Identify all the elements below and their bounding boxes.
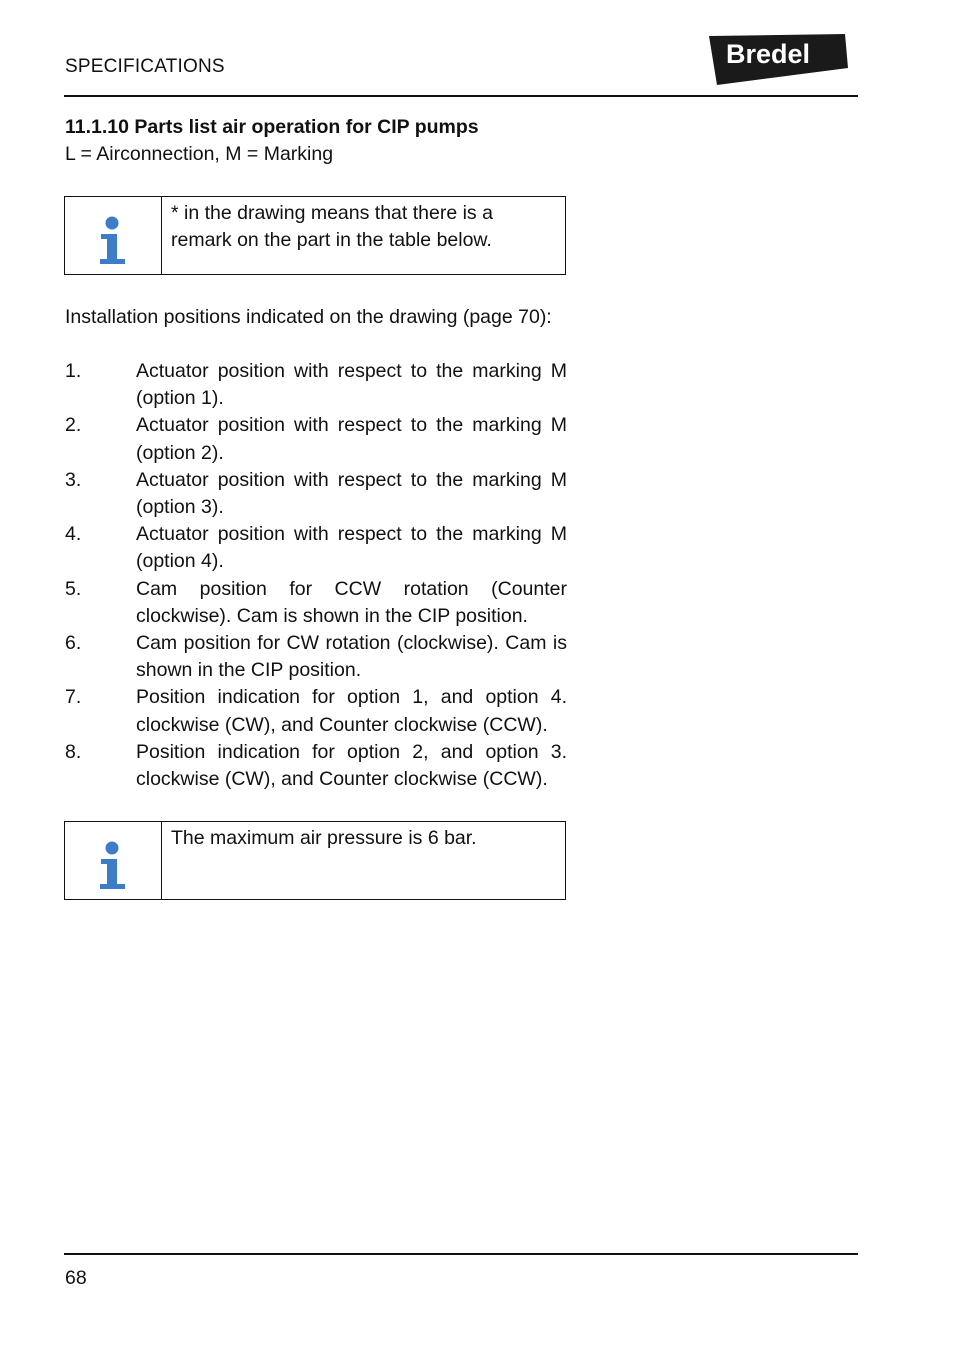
info-icon (98, 215, 128, 267)
info-note-line: * in the drawing means that there is a (171, 202, 493, 224)
list-item (65, 358, 567, 412)
list-item-number: 6. (65, 632, 82, 655)
list-item (65, 739, 567, 793)
list-item (65, 412, 567, 466)
info-note-box (64, 196, 566, 275)
installation-intro: Installation positions indicated on the drawing (page 70): (65, 306, 552, 328)
max-pressure-note-text (162, 822, 565, 899)
list-item-number: 4. (65, 523, 82, 546)
list-item-text: Actuator position with respect to the marking M (option 1). (136, 360, 567, 410)
svg-text:Bredel: Bredel (726, 39, 811, 69)
installation-positions-list (65, 358, 567, 793)
section-legend: L = Airconnection, M = Marking (65, 143, 334, 165)
info-icon-cell (65, 197, 162, 274)
list-item (65, 684, 567, 738)
info-note-line: The maximum air pressure is 6 bar. (171, 827, 477, 849)
info-note-line: remark on the part in the table below. (171, 229, 492, 251)
header-divider (64, 95, 858, 97)
list-item (65, 630, 567, 684)
list-item (65, 521, 567, 575)
list-item-text: Actuator position with respect to the marking M (option 4). (136, 523, 567, 573)
list-item-text: Cam position for CW rotation (clockwise). Cam is shown in the CIP position. (136, 632, 567, 682)
list-item-number: 1. (65, 360, 82, 382)
list-item-number: 3. (65, 468, 82, 491)
list-item-text: Position indication for option 1, and option 4. clockwise (CW), and Counter clockwise (CCW). (136, 686, 567, 736)
page-number: 68 (65, 1267, 87, 1289)
list-item-number: 5. (65, 577, 82, 600)
info-note-text (162, 197, 565, 274)
footer-divider (64, 1253, 858, 1255)
list-item-text: Position indication for option 2, and option 3. clockwise (CW), and Counter clockwise (CCW). (136, 740, 567, 791)
header-section-label: SPECIFICATIONS (65, 56, 225, 77)
list-item-number: 2. (65, 414, 82, 437)
list-item-text: Actuator position with respect to the marking M (option 2). (136, 414, 567, 464)
list-item (65, 576, 567, 630)
list-item-number: 7. (65, 686, 82, 709)
info-icon (98, 840, 128, 892)
bredel-logo (709, 34, 849, 86)
list-item-text: Actuator position with respect to the marking M (option 3). (136, 468, 567, 519)
info-icon-cell (65, 822, 162, 899)
max-pressure-note-box (64, 821, 566, 900)
section-heading: 11.1.10 Parts list air operation for CIP pumps (65, 116, 479, 138)
list-item-number: 8. (65, 740, 82, 763)
list-item (65, 467, 567, 521)
list-item-text: Cam position for CCW rotation (Counter clockwise). Cam is shown in the CIP position. (136, 577, 567, 627)
